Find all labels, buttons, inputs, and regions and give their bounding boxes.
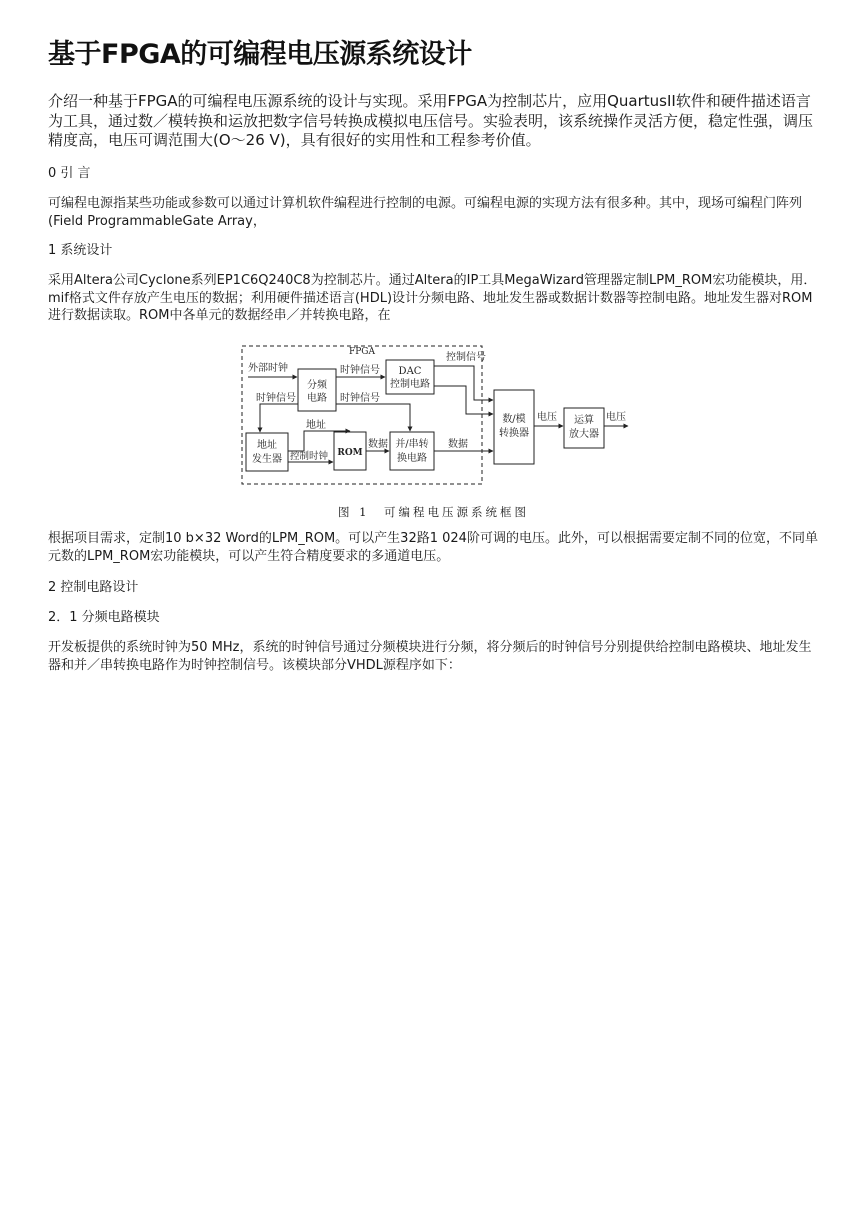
label-voltage-2: 电压	[606, 412, 626, 423]
sp-label-2: 换电路	[397, 453, 427, 464]
amp-label-1: 运算	[574, 415, 594, 426]
label-external-clock: 外部时钟	[248, 363, 288, 374]
amp-label-2: 放大器	[569, 429, 599, 440]
paragraph-after-figure: 根据项目需求，定制10 b×32 Word的LPM_ROM。可以产生32路1 024阶可调的电压。此外，可以根据需要定制不同的位宽，不同单元数的LPM_ROM宏功能模块，可以产生符合精度要求的多通道电压。	[48, 531, 818, 564]
label-clock-signal-2: 时钟信号	[256, 393, 296, 404]
da-label-2: 转换器	[499, 428, 529, 439]
section-heading-control: 2 控制电路设计	[48, 580, 139, 595]
section-heading-design: 1 系统设计	[48, 243, 113, 258]
paragraph-design: 采用Altera公司Cyclone系列EP1C6Q240C8为控制芯片。通过Altera的IP工具MegaWizard管理器定制LPM_ROM宏功能模块，用．mif格式文件存放产生电压的数据；利用硬件描述语言(HDL)设计分频电路、地址发生器或数据计数器等控制电路。地址发生器对ROM进行数据读取。ROM中各单元的数据经串／并转换电路，在	[48, 273, 817, 323]
abstract: 介绍一种基于FPGA的可编程电压源系统的设计与实现。采用FPGA为控制芯片，应用QuartusII软件和硬件描述语言为工具，通过数／模转换和运放把数字信号转换成模拟电压信号。实验表明，该系统操作灵活方便，稳定性强，调压精度高，电压可调范围大(O～26 V)，具有很好的实用性和工程参考价值。	[48, 92, 814, 149]
label-address: 地址	[306, 420, 326, 431]
label-data-2: 数据	[448, 439, 468, 450]
divider-label-1: 分频	[307, 380, 327, 391]
page-title: 基于FPGA的可编程电压源系统设计	[48, 39, 472, 70]
fpga-label: FPGA	[349, 347, 375, 357]
label-data-1: 数据	[368, 439, 388, 450]
label-clock-signal-1: 时钟信号	[340, 365, 380, 376]
da-label-1: 数/模	[502, 414, 526, 425]
section-heading-divider: 2．1 分频电路模块	[48, 610, 160, 625]
label-control-clock: 控制时钟	[290, 451, 329, 462]
paragraph-divider: 开发板提供的系统时钟为50 MHz，系统的时钟信号通过分频模块进行分频，将分频后的时钟信号分别提供给控制电路模块、地址发生器和并／串转换电路作为时钟控制信号。该模块部分VHDL源程序如下：	[48, 640, 812, 673]
serial-parallel-box	[390, 432, 434, 470]
addr-gen-label-1: 地址	[257, 440, 277, 451]
da-converter-box	[494, 390, 534, 464]
section-heading-intro: 0 引 言	[48, 166, 91, 181]
label-clock-signal-3: 时钟信号	[340, 393, 380, 404]
dac-label-2: 控制电路	[390, 379, 430, 390]
dac-label-1: DAC	[398, 366, 422, 377]
label-control-signal: 控制信号	[446, 352, 486, 363]
rom-label: ROM	[337, 448, 363, 458]
address-generator-box	[246, 433, 288, 471]
op-amp-box	[564, 408, 604, 448]
block-diagram	[238, 340, 634, 524]
paragraph-intro: 可编程电源指某些功能或参数可以通过计算机软件编程进行控制的电源。可编程电源的实现方法有很多种。其中，现场可编程门阵列(Field ProgrammableGate Array，	[48, 196, 803, 229]
figure-caption: 图 1 可编程电压源系统框图	[338, 505, 529, 519]
addr-gen-label-2: 发生器	[252, 454, 282, 465]
divider-label-2: 电路	[307, 393, 327, 404]
block-diagram-svg	[238, 340, 634, 524]
sp-label-1: 并/串转	[395, 439, 429, 450]
label-voltage-1: 电压	[537, 412, 557, 423]
